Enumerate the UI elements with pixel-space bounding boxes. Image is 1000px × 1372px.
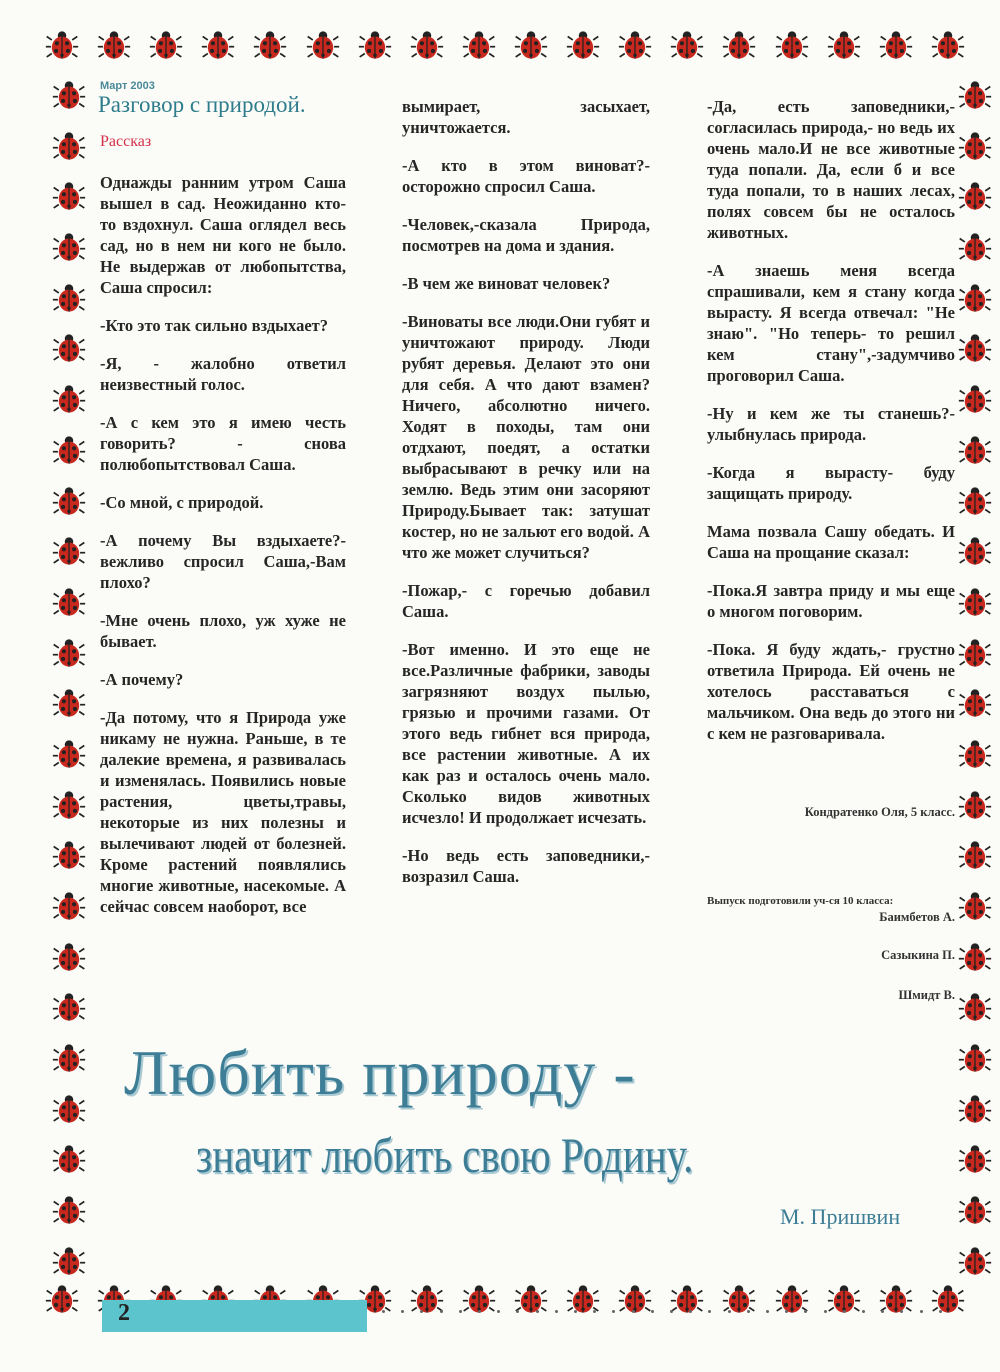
paragraph: -Пока. Я буду ждать,- грустно ответила Природа. Ей очень не хотелось расставаться с мальчиком. Она ведь до этого ни с кем не разговаривала. bbox=[707, 640, 955, 743]
paragraph: -Вот именно. И это еще не все.Различные фабрики, заводы загрязняют воздух пылью, грязью и прочими газами. От этого ведь гибнет вся природа, все растении животные. А их как раз и осталось очень мало. Сколько видов животных исчезло! И продолжает исчезать. bbox=[402, 640, 650, 827]
credit-name: Шмидт В. bbox=[898, 988, 955, 1002]
ladybug-icon bbox=[149, 28, 183, 62]
ladybug-icon bbox=[958, 788, 992, 822]
ladybug-icon bbox=[52, 585, 86, 619]
ladybug-icon bbox=[722, 28, 756, 62]
ladybug-icon bbox=[879, 28, 913, 62]
ladybug-icon bbox=[52, 433, 86, 467]
ladybug-icon bbox=[958, 686, 992, 720]
paragraph: -Кто это так сильно вздыхает? bbox=[100, 316, 329, 335]
ladybug-icon bbox=[52, 534, 86, 568]
paragraph: -Но ведь есть заповедники,- возразил Саша. bbox=[402, 846, 650, 886]
ladybug-icon bbox=[958, 1193, 992, 1227]
footer-dotted-line bbox=[382, 1310, 942, 1316]
paragraph: -Пока.Я завтра приду и мы еще о многом поговорим. bbox=[707, 581, 955, 621]
ladybug-icon bbox=[45, 1282, 79, 1316]
ladybug-icon bbox=[52, 1142, 86, 1176]
ladybug-icon bbox=[958, 281, 992, 315]
footer-dot bbox=[728, 1310, 731, 1313]
ladybug-icon bbox=[462, 28, 496, 62]
ladybug-icon bbox=[52, 331, 86, 365]
paragraph: -Да потому, что я Природа уже никаму не нужна. Раньше, в те далекие времена, я развивалась и изменялась. Появились новые растения, цветы,травы, некоторые из них полезны и вылечивают людей от болезней. Кроме растений появлялись многие животные, насекомые. А сейчас совсем наоборот, все bbox=[100, 708, 346, 916]
ladybug-icon bbox=[827, 28, 861, 62]
credits-label: Выпуск подготовили уч-ся 10 класса: bbox=[707, 895, 894, 907]
footer-dot bbox=[478, 1310, 481, 1313]
ladybug-icon bbox=[958, 382, 992, 416]
footer-dot bbox=[939, 1310, 942, 1313]
ladybug-icon bbox=[52, 889, 86, 923]
footer-dot bbox=[612, 1310, 615, 1313]
footer-dot bbox=[862, 1310, 865, 1313]
ladybug-icon bbox=[97, 28, 131, 62]
text-column-2 bbox=[402, 96, 650, 904]
footer-dot bbox=[574, 1310, 577, 1313]
paragraph: Однажды ранним утром Саша вышел в сад. Неожиданно кто-то вздохнул. Саша оглядел весь сад, но в нем ни кого не было. Не выдержав от любопытства, Саша спросил: bbox=[100, 173, 346, 297]
paragraph: -Когда я вырасту- буду защищать природу. bbox=[707, 463, 955, 503]
paragraph: -Пожар,- с горечью добавил Саша. bbox=[402, 581, 650, 621]
paragraph: -Ну и кем же ты станешь?- улыбнулась природа. bbox=[707, 404, 955, 444]
footer-dot bbox=[516, 1310, 519, 1313]
top-ladybug-border bbox=[45, 28, 965, 62]
footer-dot bbox=[766, 1310, 769, 1313]
footer-dot bbox=[593, 1310, 596, 1313]
footer-dot bbox=[440, 1310, 443, 1313]
article-title: Разговор с природой. bbox=[98, 92, 306, 117]
paragraph: -Мне очень плохо, уж хуже не бывает. bbox=[100, 611, 346, 651]
footer-dot bbox=[670, 1310, 673, 1313]
paragraph: -А почему Вы вздыхаете?- вежливо спросил Саша,-Вам плохо? bbox=[100, 531, 346, 592]
credit-name: Баимбетов А. bbox=[879, 910, 955, 924]
paragraph: вымирает, засыхает, уничтожается. bbox=[402, 97, 650, 137]
story-author: Кондратенко Оля, 5 класс. bbox=[804, 805, 955, 819]
footer-dot bbox=[632, 1310, 635, 1313]
paragraph: -Я, - жалобно ответил неизвестный голос. bbox=[100, 354, 346, 394]
ladybug-icon bbox=[958, 1041, 992, 1075]
ladybug-icon bbox=[958, 230, 992, 264]
ladybug-icon bbox=[52, 1193, 86, 1227]
ladybug-icon bbox=[958, 636, 992, 670]
ladybug-icon bbox=[958, 534, 992, 568]
credit-name: Сазыкина П. bbox=[881, 948, 955, 962]
footer-dot bbox=[497, 1310, 500, 1313]
footer-bar bbox=[102, 1300, 367, 1332]
footer-dot bbox=[651, 1310, 654, 1313]
ladybug-icon bbox=[958, 129, 992, 163]
issue-date: Март 2003 bbox=[100, 80, 155, 92]
text-column-3 bbox=[707, 96, 955, 761]
page-number: 2 bbox=[118, 1300, 130, 1326]
ladybug-icon bbox=[618, 28, 652, 62]
ladybug-icon bbox=[52, 940, 86, 974]
paragraph: -Да, есть заповедники,- согласилась природа,- но ведь их очень мало.И не все животные туда попали. Да, если б и все туда попали, то в наших лесах, полях совсем бы не осталось животных. bbox=[707, 97, 955, 242]
ladybug-icon bbox=[52, 230, 86, 264]
quote-line-2: значит любить свою Родину. bbox=[196, 1127, 694, 1183]
paragraph: -Со мной, с природой. bbox=[100, 493, 264, 512]
footer-dot bbox=[555, 1310, 558, 1313]
ladybug-icon bbox=[306, 28, 340, 62]
ladybug-icon bbox=[52, 686, 86, 720]
ladybug-icon bbox=[958, 78, 992, 112]
ladybug-icon bbox=[958, 990, 992, 1024]
ladybug-icon bbox=[52, 838, 86, 872]
quote-line-1: Любить природу - bbox=[124, 1037, 636, 1108]
ladybug-icon bbox=[52, 1041, 86, 1075]
paragraph: -В чем же виноват человек? bbox=[402, 274, 611, 293]
ladybug-icon bbox=[514, 28, 548, 62]
ladybug-icon bbox=[52, 788, 86, 822]
paragraph: -А с кем это я имею честь говорить? - снова полюбопытствовал Саша. bbox=[100, 413, 346, 474]
ladybug-icon bbox=[52, 281, 86, 315]
footer-dot bbox=[401, 1310, 404, 1313]
paragraph: -А почему? bbox=[100, 670, 184, 689]
footer-dot bbox=[920, 1310, 923, 1313]
ladybug-icon bbox=[52, 1092, 86, 1126]
footer-dot bbox=[689, 1310, 692, 1313]
ladybug-icon bbox=[670, 28, 704, 62]
paragraph: -А кто в этом виноват?- осторожно спросил Саша. bbox=[402, 156, 650, 196]
ladybug-icon bbox=[931, 28, 965, 62]
ladybug-icon bbox=[958, 331, 992, 365]
footer-dot bbox=[900, 1310, 903, 1313]
ladybug-icon bbox=[958, 1244, 992, 1278]
ladybug-icon bbox=[958, 585, 992, 619]
footer-dot bbox=[382, 1310, 385, 1313]
ladybug-icon bbox=[958, 838, 992, 872]
ladybug-icon bbox=[52, 990, 86, 1024]
ladybug-icon bbox=[566, 28, 600, 62]
paragraph: -Виноваты все люди.Они губят и уничтожают природу. Люди рубят деревья. Делают это они для себя. А что дают взамен? Ничего, абсолютно ничего. Ходят в походы, там они отдхают, поедят, а остатки выбрасывают в речку или на землю. Ведь этим они засоряют Природу.Бывает так: затушат костер, но не зальют его водой. А что же может случиться? bbox=[402, 312, 650, 562]
ladybug-icon bbox=[958, 889, 992, 923]
ladybug-icon bbox=[45, 28, 79, 62]
footer-dot bbox=[536, 1310, 539, 1313]
footer-dot bbox=[420, 1310, 423, 1313]
ladybug-icon bbox=[958, 1092, 992, 1126]
ladybug-icon bbox=[410, 28, 444, 62]
ladybug-icon bbox=[775, 28, 809, 62]
ladybug-icon bbox=[958, 179, 992, 213]
footer-dot bbox=[843, 1310, 846, 1313]
article-genre: Рассказ bbox=[100, 133, 152, 150]
ladybug-icon bbox=[358, 28, 392, 62]
quote-attribution: М. Пришвин bbox=[780, 1204, 901, 1229]
ladybug-icon bbox=[52, 382, 86, 416]
ladybug-icon bbox=[958, 484, 992, 518]
ladybug-icon bbox=[52, 129, 86, 163]
text-column-1 bbox=[100, 172, 346, 934]
paragraph: -Человек,-сказала Природа, посмотрев на дома и здания. bbox=[402, 215, 650, 255]
ladybug-icon bbox=[253, 28, 287, 62]
ladybug-icon bbox=[52, 484, 86, 518]
footer-dot bbox=[804, 1310, 807, 1313]
paragraph: Мама позвала Сашу обедать. И Саша на прощание сказал: bbox=[707, 522, 955, 562]
ladybug-icon bbox=[52, 737, 86, 771]
ladybug-icon bbox=[52, 1244, 86, 1278]
footer-dot bbox=[881, 1310, 884, 1313]
paragraph: -А знаешь меня всегда спрашивали, кем я стану когда вырасту. Я всегда отвечал: "Не знаю". "Но теперь- то решил кем стану",-задумчиво проговорил Саша. bbox=[707, 261, 955, 385]
footer-dot bbox=[824, 1310, 827, 1313]
ladybug-icon bbox=[201, 28, 235, 62]
footer-dot bbox=[708, 1310, 711, 1313]
ladybug-icon bbox=[52, 78, 86, 112]
ladybug-icon bbox=[52, 179, 86, 213]
footer-dot bbox=[459, 1310, 462, 1313]
ladybug-icon bbox=[52, 636, 86, 670]
ladybug-icon bbox=[958, 433, 992, 467]
ladybug-icon bbox=[958, 940, 992, 974]
ladybug-icon bbox=[958, 737, 992, 771]
footer-dot bbox=[747, 1310, 750, 1313]
footer-dot bbox=[785, 1310, 788, 1313]
ladybug-icon bbox=[958, 1142, 992, 1176]
right-ladybug-border bbox=[958, 78, 992, 1278]
left-ladybug-border bbox=[52, 78, 86, 1278]
